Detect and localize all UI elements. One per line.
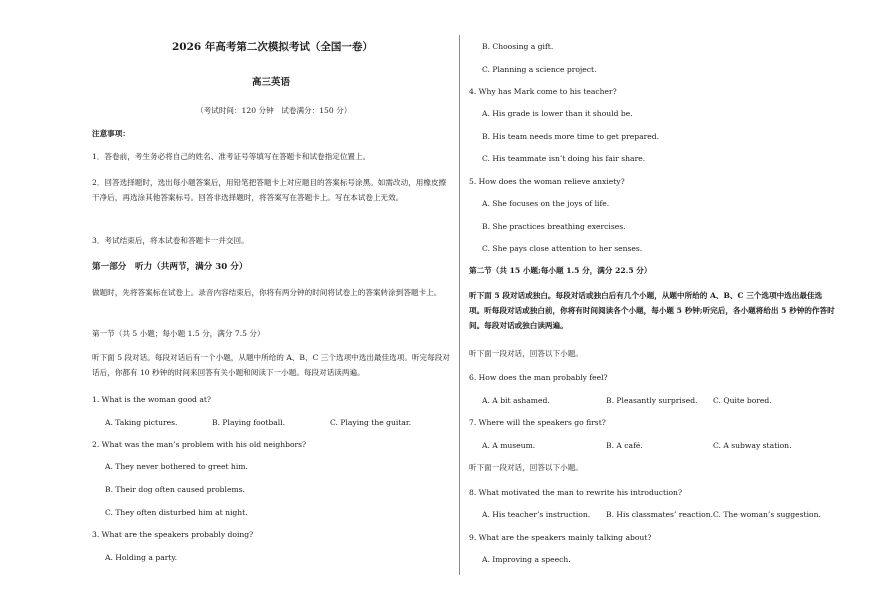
exam-info: （考试时间：120 分钟 试卷满分：150 分）: [196, 106, 352, 115]
listen-instruction-2: 听下面一段对话，回答以下小题。: [469, 463, 583, 472]
question-9: 9. What are the speakers mainly talking about?: [469, 533, 652, 542]
part1-intro: 做题时，先将答案标在试卷上。录音内容结束后，你将有两分钟的时间将试卷上的答案转涂到答题卡上。: [92, 288, 442, 297]
exam-title: 2026 年高考第二次模拟考试（全国一卷）: [172, 41, 373, 53]
q2-option-c: C. They often disturbed him at night.: [105, 508, 248, 517]
question-4: 4. Why has Mark come to his teacher?: [469, 87, 617, 96]
q1-option-b: B. Playing football.: [212, 418, 286, 427]
q8-option-c: C. The woman’s suggestion.: [713, 510, 821, 519]
section2-heading: 第二节（共 15 小题;每小题 1.5 分，满分 22.5 分）: [469, 266, 652, 275]
part1-heading: 第一部分 听力（共两节，满分 30 分）: [92, 262, 248, 272]
q7-option-c: C. A subway station.: [713, 441, 792, 450]
question-2: 2. What was the man’s problem with his old neighbors?: [92, 440, 307, 449]
question-8: 8. What motivated the man to rewrite his introduction?: [469, 488, 683, 497]
question-5: 5. How does the woman relieve anxiety?: [469, 177, 625, 186]
q1-option-c: C. Playing the guitar.: [330, 418, 412, 427]
question-6: 6. How does the man probably feel?: [469, 373, 608, 382]
q8-option-a: A. His teacher’s instruction.: [482, 510, 591, 519]
notice-heading: 注意事项：: [92, 129, 130, 138]
section1-heading: 第一节（共 5 小题；每小题 1.5 分，满分 7.5 分）: [92, 329, 265, 338]
column-divider: [459, 35, 460, 575]
q3-option-c: C. Planning a science project.: [482, 65, 597, 74]
q6-option-c: C. Quite bored.: [713, 396, 772, 405]
question-7: 7. Where will the speakers go first?: [469, 418, 606, 427]
q2-option-b: B. Their dog often caused problems.: [105, 485, 245, 494]
q4-option-b: B. His team needs more time to get prepared.: [482, 132, 660, 141]
section2-intro: 听下面 5 段对话或独白。每段对话或独白后有几个小题，从题中所给的 A、B、C 三个选项中选出最佳选项。听每段对话或独白前，你将有时间阅读各个小题，每小题 5 秒钟;听完后，各小题将给出 5 秒钟的作答时间。每段对话或独白读两遍。: [469, 291, 835, 330]
question-1: 1. What is the woman good at?: [92, 395, 211, 404]
question-3: 3. What are the speakers probably doing?: [92, 530, 254, 539]
listen-instruction-1: 听下面一段对话，回答以下小题。: [469, 349, 583, 358]
q7-option-b: B. A café.: [606, 441, 643, 450]
q7-option-a: A. A museum.: [482, 441, 536, 450]
q6-option-a: A. A bit ashamed.: [482, 396, 550, 405]
notice-3: 3．考试结束后，将本试卷和答题卡一并交回。: [92, 236, 249, 245]
q3-option-a: A. Holding a party.: [105, 553, 178, 562]
q9-option-a: A. Improving a speech.: [482, 555, 571, 564]
q5-option-c: C. She pays close attention to her senses.: [482, 244, 643, 253]
q5-option-a: A. She focuses on the joys of life.: [482, 199, 610, 208]
subject-title: 高三英语: [252, 77, 291, 88]
q3-option-b: B. Choosing a gift.: [482, 42, 554, 51]
q8-option-b: B. His classmates’ reaction.: [606, 510, 714, 519]
q4-option-c: C. His teammate isn’t doing his fair share.: [482, 154, 646, 163]
q2-option-a: A. They never bothered to greet him.: [105, 462, 248, 471]
q1-option-a: A. Taking pictures.: [105, 418, 178, 427]
section1-intro: 听下面 5 段对话。每段对话后有一个小题，从题中所给的 A、B、C 三个选项中选出最佳选项。听完每段对话后，你都有 10 秒钟的时间来回答有关小题和阅读下一小题。每段对话读两遍。: [92, 353, 450, 377]
q5-option-b: B. She practices breathing exercises.: [482, 222, 626, 231]
notice-2: 2．回答选择题时，选出每小题答案后，用铅笔把答题卡上对应题目的答案标号涂黑。如需改动，用橡皮擦干净后，再选涂其他答案标号。回答非选择题时，将答案写在答题卡上。写在本试卷上无效。: [92, 178, 447, 202]
notice-1: 1．答卷前，考生务必将自己的姓名、准考证号等填写在答题卡和试卷指定位置上。: [92, 152, 371, 161]
q6-option-b: B. Pleasantly surprised.: [606, 396, 698, 405]
q4-option-a: A. His grade is lower than it should be.: [482, 109, 633, 118]
